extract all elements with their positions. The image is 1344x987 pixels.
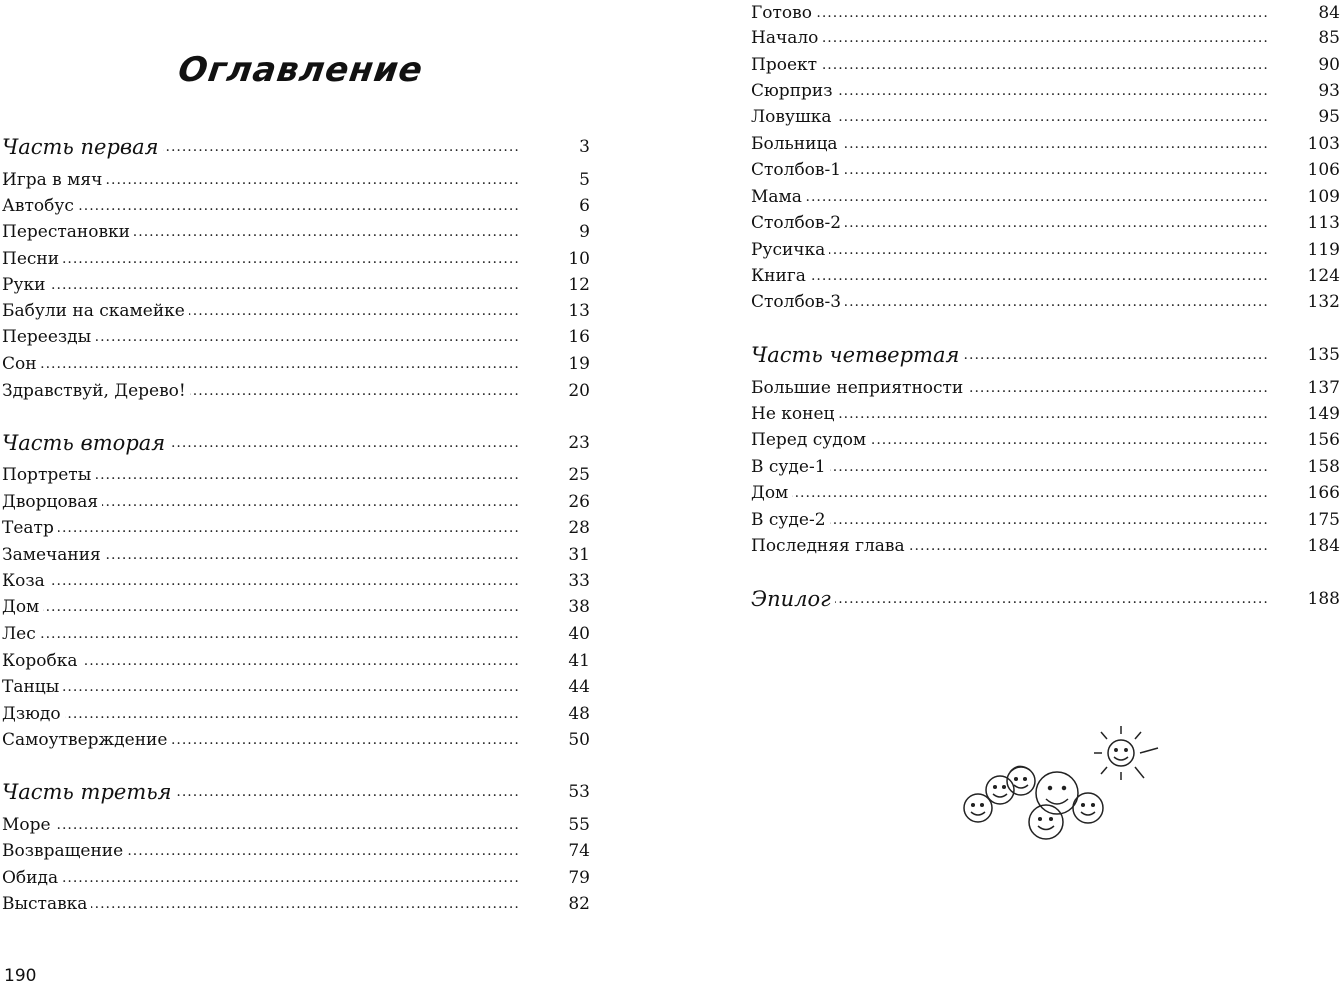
toc-entry-page: 25 [568,465,590,485]
smiley-face-4 [1036,772,1078,814]
toc-entry-page: 113 [1307,213,1340,233]
toc-entry [751,131,1340,157]
toc-entry-page: 55 [568,815,590,835]
toc-entry [2,648,590,674]
toc-entry [751,480,1340,506]
toc-leader-dots [751,52,1269,78]
toc-entry-page: 3 [579,137,590,157]
toc-entry-title: Часть первая [2,134,163,160]
toc-entry-page: 23 [568,433,590,453]
toc-entry [2,246,590,272]
toc-entry-title: Игра в мяч [2,167,106,193]
toc-entry-title: Море [2,812,55,838]
toc-leader-dots [751,480,1269,506]
toc-entry [2,812,590,838]
toc-entry [2,594,590,620]
toc-entry-page: 6 [579,196,590,216]
toc-entry-title: Замечания [2,542,105,568]
toc-entry [751,157,1340,183]
toc-leader-dots [2,701,520,727]
toc-entry-page: 106 [1307,160,1340,180]
toc-entry [751,184,1340,210]
toc-entry-title: Не конец [751,401,838,427]
toc-entry-page: 119 [1307,240,1340,260]
toc-entry-page: 184 [1307,536,1340,556]
toc-entry-title: Книга [751,263,810,289]
toc-entry [2,324,590,350]
toc-leader-dots [2,246,520,272]
toc-entry-page: 156 [1307,430,1340,450]
toc-entry [751,401,1340,427]
toc-entry-page: 53 [568,782,590,802]
toc-entry-title: Дворцовая [2,489,102,515]
toc-entry-page: 149 [1307,404,1340,424]
toc-entry-title: Переезды [2,324,95,350]
toc-entry-page: 10 [568,249,590,269]
toc-part-heading [2,430,590,456]
toc-entry-page: 137 [1307,378,1340,398]
page-title: Оглавление [175,50,426,90]
toc-entry [751,375,1340,401]
toc-leader-dots [2,674,520,700]
toc-entry-title: Сюрприз [751,78,837,104]
toc-entry [751,78,1340,104]
toc-entry-page: 44 [568,677,590,697]
toc-entry-page: 13 [568,301,590,321]
toc-entry-page: 38 [568,597,590,617]
toc-entry-page: 26 [568,492,590,512]
toc-entry-title: Часть третья [2,779,176,805]
toc-entry-page: 124 [1307,266,1340,286]
toc-entry-page: 5 [579,170,590,190]
toc-entry-page: 33 [568,571,590,591]
toc-entry [2,838,590,864]
toc-entry [2,727,590,753]
toc-entry-title: Эпилог [751,586,835,612]
toc-entry [2,674,590,700]
toc-entry-page: 9 [579,222,590,242]
toc-entry-title: Столбов-2 [751,210,845,236]
toc-entry-title: Коза [2,568,49,594]
toc-entry [751,25,1340,51]
toc-entry-title: Часть вторая [2,430,169,456]
toc-entry-page: 74 [568,841,590,861]
toc-entry-title: Здравствуй, Дерево! [2,378,190,404]
toc-leader-dots [751,184,1269,210]
toc-entry [2,568,590,594]
toc-entry-page: 158 [1307,457,1340,477]
toc-entry-page: 19 [568,354,590,374]
toc-entry-page: 28 [568,518,590,538]
toc-entry [751,454,1340,480]
toc-entry-page: 50 [568,730,590,750]
toc-entry [2,298,590,324]
toc-part-heading [751,586,1340,612]
toc-entry-title: В суде-1 [751,454,830,480]
toc-leader-dots [751,0,1269,26]
toc-entry-title: В суде-2 [751,507,830,533]
toc-entry-page: 20 [568,381,590,401]
toc-entry-page: 109 [1307,187,1340,207]
toc-entry-title: Театр [2,515,58,541]
toc-entry-title: Автобус [2,193,78,219]
toc-entry-title: Больница [751,131,842,157]
toc-entry-title: Дом [2,594,43,620]
toc-entry [2,351,590,377]
toc-entry-title: Коробка [2,648,82,674]
toc-entry-title: Дом [751,480,792,506]
toc-entry [751,533,1340,559]
toc-entry [2,378,590,404]
toc-entry-page: 175 [1307,510,1340,530]
toc-entry-page: 84 [1318,3,1340,23]
toc-entry-title: Начало [751,25,822,51]
toc-entry-page: 79 [568,868,590,888]
toc-entry-title: Обида [2,865,62,891]
toc-entry-page: 31 [568,545,590,565]
toc-entry [2,462,590,488]
toc-entry [751,289,1340,315]
toc-entry-page: 95 [1318,107,1340,127]
toc-entry-page: 41 [568,651,590,671]
toc-entry-page: 82 [568,894,590,914]
toc-leader-dots [2,272,520,298]
toc-entry-page: 103 [1307,134,1340,154]
toc-entry-title: Дзюдо [2,701,65,727]
toc-entry [751,263,1340,289]
toc-entry-page: 90 [1318,55,1340,75]
toc-leader-dots [2,865,520,891]
toc-entry-page: 135 [1307,345,1340,365]
toc-entry-title: Возвращение [2,838,127,864]
toc-entry-title: Ловушка [751,104,836,130]
toc-leader-dots [2,351,520,377]
toc-entry-page: 188 [1307,589,1340,609]
toc-entry-title: Сон [2,351,41,377]
toc-entry-page: 48 [568,704,590,724]
toc-leader-dots [2,568,520,594]
toc-entry [2,193,590,219]
toc-entry [751,427,1340,453]
toc-leader-dots [751,25,1269,51]
toc-entry-title: Последняя глава [751,533,909,559]
toc-leader-dots [2,812,520,838]
toc-leader-dots [751,263,1269,289]
toc-entry [751,0,1340,26]
toc-leader-dots [2,193,520,219]
sun-icon [1094,726,1158,780]
toc-entry [2,489,590,515]
smiley-face-5 [1073,793,1103,823]
toc-entry-title: Часть четвертая [751,342,963,368]
toc-entry [751,210,1340,236]
toc-entry-title: Столбов-1 [751,157,845,183]
toc-entry-title: Песни [2,246,63,272]
toc-entry-title: Танцы [2,674,63,700]
toc-entry-title: Бабули на скамейке [2,298,189,324]
toc-entry-title: Перестановки [2,219,134,245]
toc-leader-dots [2,594,520,620]
toc-entry [2,219,590,245]
toc-entry [751,52,1340,78]
toc-entry [2,865,590,891]
page-number: 190 [4,966,37,986]
toc-entry-title: Русичка [751,237,829,263]
toc-entry-page: 132 [1307,292,1340,312]
toc-entry [2,167,590,193]
toc-part-heading [751,342,1340,368]
toc-entry [2,701,590,727]
toc-entry-title: Портреты [2,462,95,488]
toc-entry-title: Лес [2,621,40,647]
toc-entry [751,237,1340,263]
toc-entry-title: Столбов-3 [751,289,845,315]
toc-leader-dots [2,515,520,541]
toc-entry [2,272,590,298]
toc-entry [751,104,1340,130]
toc-entry-page: 40 [568,624,590,644]
toc-entry-title: Самоутверждение [2,727,171,753]
toc-entry [2,891,590,917]
toc-entry [751,507,1340,533]
toc-entry-title: Готово [751,0,816,26]
toc-entry-title: Перед судом [751,427,870,453]
toc-entry-page: 166 [1307,483,1340,503]
toc-entry-page: 12 [568,275,590,295]
smiley-faces-illustration [958,720,1168,845]
toc-entry [2,621,590,647]
toc-part-heading [2,134,590,160]
toc-entry [2,515,590,541]
toc-entry-title: Руки [2,272,49,298]
toc-entry-title: Проект [751,52,821,78]
toc-entry-title: Большие неприятности [751,375,967,401]
toc-part-heading [2,779,590,805]
toc-entry [2,542,590,568]
toc-entry-title: Выставка [2,891,91,917]
toc-entry-page: 85 [1318,28,1340,48]
toc-entry-title: Мама [751,184,806,210]
toc-entry-page: 93 [1318,81,1340,101]
toc-leader-dots [2,621,520,647]
toc-entry-page: 16 [568,327,590,347]
